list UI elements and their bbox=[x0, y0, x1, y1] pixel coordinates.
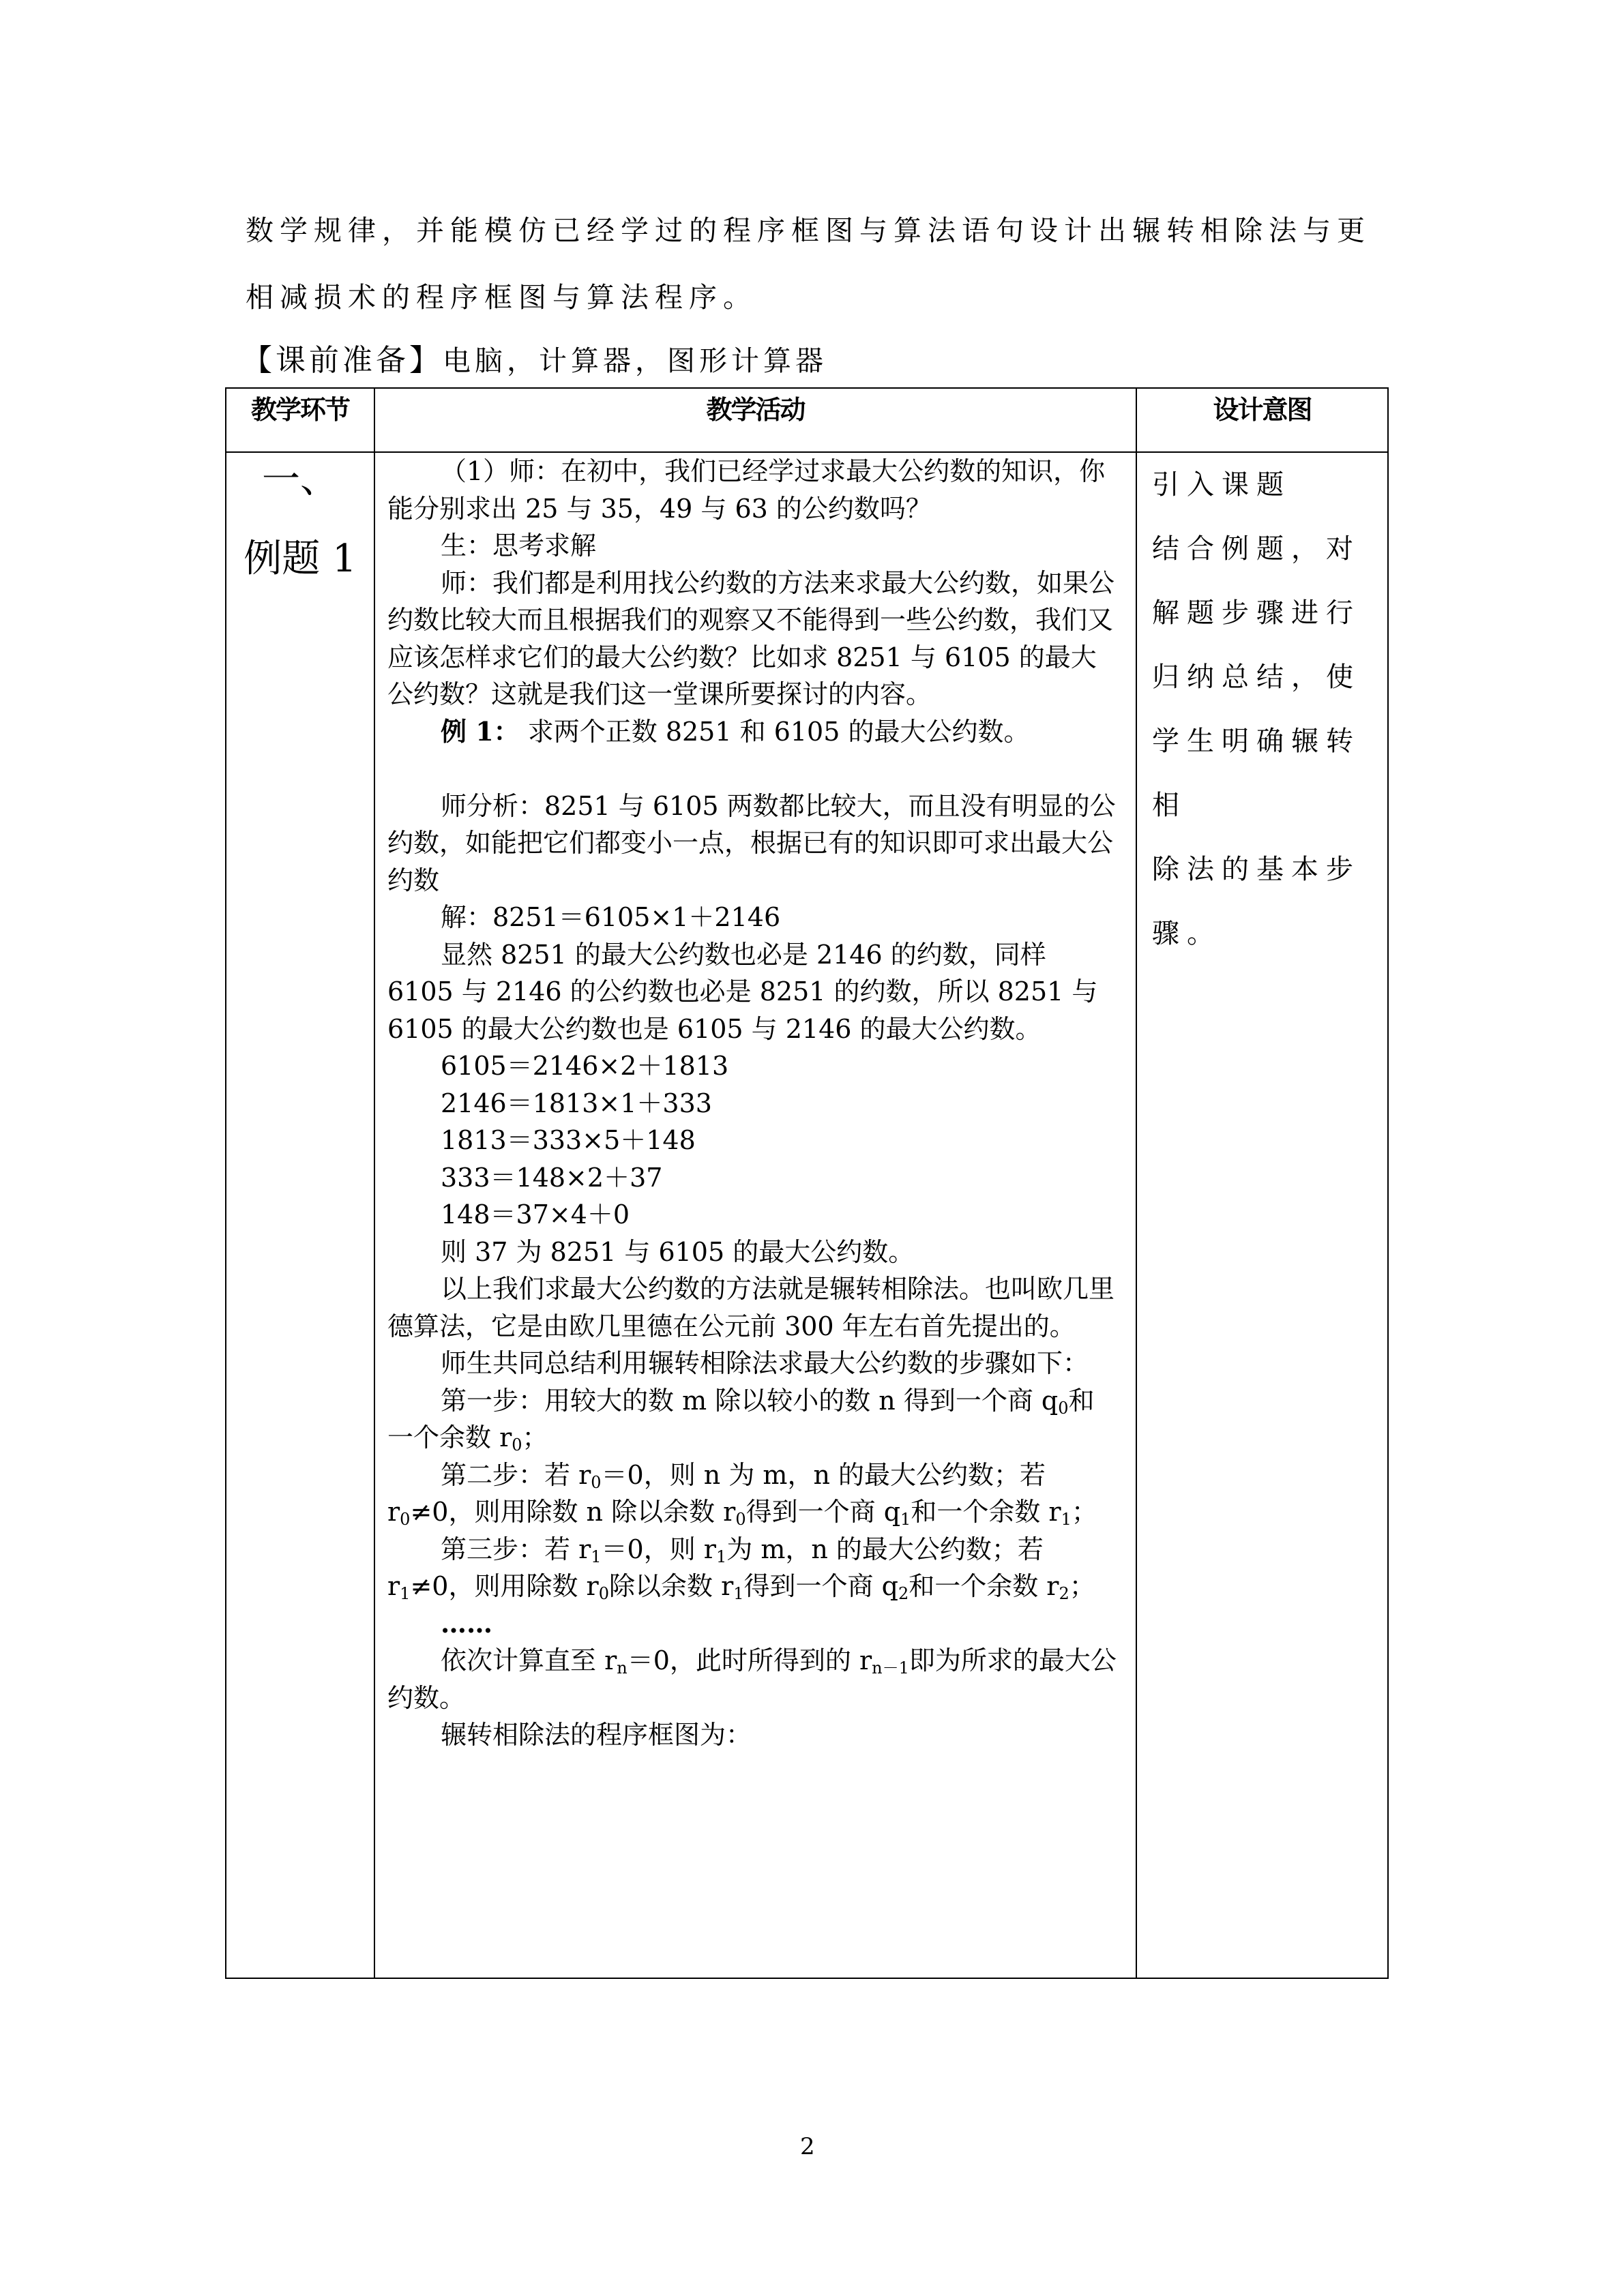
preparation-line bbox=[242, 336, 827, 379]
table-header-row bbox=[226, 388, 1388, 452]
teacher-question: （1）师：在初中，我们已经学过求最大公约数的知识，你能分别求出 25 与 35，49 与 63 的公约数吗？ bbox=[387, 456, 1106, 524]
intro-line-1: 数学规律，并能模仿已经学过的程序框图与算法语句设计出辗转相除法与更 bbox=[246, 214, 1371, 247]
method-note: 以上我们求最大公约数的方法就是辗转相除法。也叫欧几里德算法，它是由欧几里德在公元前 300 年左右首先提出的。 bbox=[387, 1274, 1115, 1341]
header-intent: 设计意图 bbox=[1136, 388, 1388, 452]
conclusion-line: 则 37 为 8251 与 6105 的最大公约数。 bbox=[441, 1236, 915, 1267]
header-stage: 教学环节 bbox=[226, 388, 374, 452]
final-step: 依次计算直至 $r_n=0$，此时所得到的 $r_{n-1}$即为所求的最大公约数。 bbox=[387, 1645, 1117, 1713]
student-response: 生：思考求解 bbox=[441, 531, 597, 561]
intent-line: 骤。 bbox=[1152, 918, 1222, 949]
example-label: 例 1： bbox=[441, 715, 520, 747]
solution-line: 解：8251＝6105×1＋2146 bbox=[441, 902, 781, 932]
stage-title: 例题 1 bbox=[243, 537, 357, 581]
step-1: 第一步：用较大的数 m 除以较小的数 n 得到一个商 $q_0$和一个余数 $r_0$； bbox=[387, 1385, 1095, 1455]
preparation-label: 【课前准备】 bbox=[242, 343, 443, 378]
teacher-prompt: 师：我们都是利用找公约数的方法来求最大公约数，如果公约数比较大而且根据我们的观察又不能得到一些公约数，我们又应该怎样求它们的最大公约数？比如求 8251 与 6105 的最大公约数？这就是我们这一堂课所要探讨的内容。 bbox=[387, 567, 1115, 709]
ellipsis-line: …… bbox=[441, 1607, 492, 1639]
stage-number: 一、 bbox=[262, 458, 338, 502]
intent-cell bbox=[1136, 452, 1388, 1978]
equation-3: 1813＝333×5＋148 bbox=[441, 1125, 696, 1155]
stage-cell bbox=[226, 452, 374, 1978]
intent-line: 引入课题 bbox=[1152, 469, 1291, 501]
page-number: 2 bbox=[800, 2133, 815, 2160]
activity-cell bbox=[374, 452, 1136, 1978]
preparation-items: 电脑，计算器，图形计算器 bbox=[443, 344, 827, 377]
intent-line: 学生明确辗转相 bbox=[1152, 726, 1361, 821]
header-activity: 教学活动 bbox=[374, 388, 1136, 452]
example-text: 求两个正数 8251 和 6105 的最大公约数。 bbox=[519, 716, 1030, 747]
step-3: 第三步：若 $r_1=0$，则 $r_1$为 m，n 的最大公约数；若 $r_1\ne 0$，则用除数 $r_0$除以余数 $r_1$得到一个商 $q_2$和一个余数 $r_2$； bbox=[387, 1534, 1095, 1603]
teacher-analysis: 师分析：8251 与 6105 两数都比较大，而且没有明显的公约数，如能把它们都变小一点，根据已有的知识即可求出最大公约数 bbox=[387, 790, 1116, 895]
table-row bbox=[226, 452, 1388, 1978]
equation-4: 333＝148×2＋37 bbox=[441, 1162, 663, 1193]
intent-line: 除法的基本步 bbox=[1152, 854, 1361, 885]
lesson-plan-table bbox=[225, 387, 1389, 1979]
equation-2: 2146＝1813×1＋333 bbox=[441, 1088, 712, 1118]
equation-5: 148＝37×4＋0 bbox=[441, 1199, 630, 1229]
summary-line: 师生共同总结利用辗转相除法求最大公约数的步骤如下： bbox=[441, 1348, 1089, 1378]
solution-reasoning: 显然 8251 的最大公约数也必是 2146 的约数，同样 6105 与 2146 的公约数也必是 8251 的约数，所以 8251 与 6105 的最大公约数也是 6105 与 2146 的最大公约数。 bbox=[387, 939, 1098, 1044]
blank-line bbox=[375, 750, 1136, 788]
intent-line: 解题步骤进行 bbox=[1152, 597, 1361, 629]
equation-1: 6105＝2146×2＋1813 bbox=[441, 1051, 729, 1081]
example-statement bbox=[375, 713, 1136, 751]
flowchart-caption: 辗转相除法的程序框图为： bbox=[441, 1720, 752, 1750]
intro-line-2: 相减损术的程序框图与算法程序。 bbox=[246, 281, 757, 314]
step-2: 第二步：若 $r_0=0$，则 n 为 m，n 的最大公约数；若 $r_0\ne 0$，则用除数 n 除以余数 $r_0$得到一个商 $q_1$和一个余数 $r_1$； bbox=[387, 1459, 1097, 1529]
intent-line: 结合例题，对 bbox=[1152, 533, 1361, 565]
intent-line: 归纳总结，使 bbox=[1152, 661, 1361, 693]
